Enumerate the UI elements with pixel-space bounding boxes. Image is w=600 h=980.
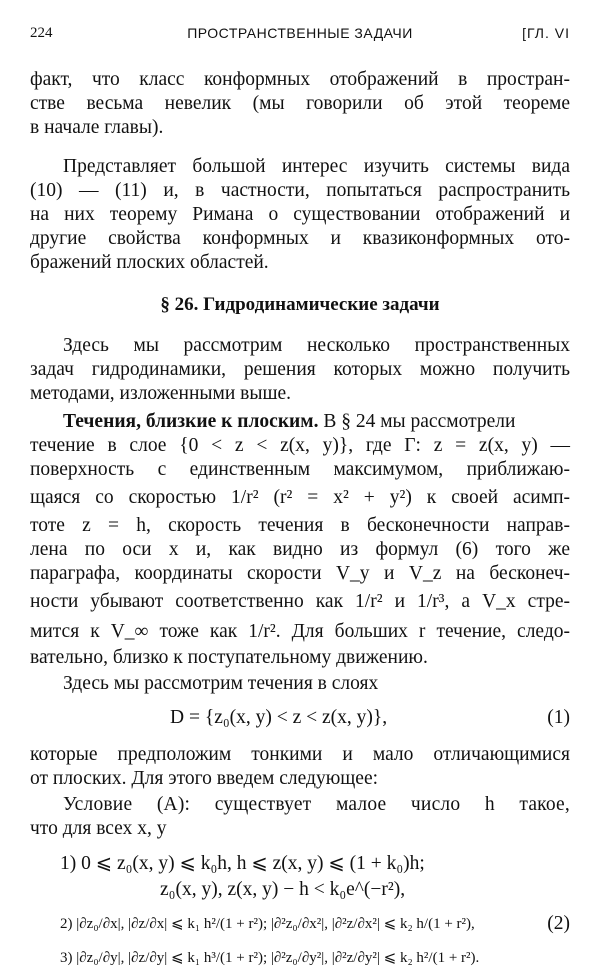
text-line: Условие (А): существует малое число h такое, [63, 794, 570, 815]
text-line: лена по оси x и, как видно из формул (6) того же [30, 539, 570, 560]
text-line: стве весьма невелик (мы говорили об этой теореме [30, 93, 570, 114]
text-line: поверхность с единственным максимумом, приближаю- [30, 459, 570, 480]
text-line: тоте z = h, скорость течения в бесконечности направ- [30, 515, 570, 536]
text-line: ности убывают соответственно как 1/r² и 1/r³, а V_x стре- [30, 591, 570, 612]
equation-number: (2) [547, 913, 570, 934]
equation-body: 1) 0 ⩽ z₀(x, y) ⩽ k₀h, h ⩽ z(x, y) ⩽ (1 + k₀)h; [60, 853, 425, 874]
text-line: бражений плоских областей. [30, 252, 269, 273]
text-line: мится к V_∞ тоже как 1/r². Для больших r течение, следо- [30, 621, 570, 642]
condition-1 [30, 852, 570, 878]
text-line: Здесь мы рассмотрим течения в слоях [63, 673, 379, 694]
page-number: 224 [30, 25, 53, 41]
run-in-heading: Течения, близкие к плоским. [63, 411, 319, 432]
text-line: которые предположим тонкими и мало отличающимися [30, 744, 570, 765]
text-line: от плоских. Для этого введем следующее: [30, 768, 379, 789]
text-line: Здесь мы рассмотрим несколько пространственных [63, 335, 570, 356]
text-line: (10) — (11) и, в частности, попытаться распространить [30, 180, 570, 201]
text-line: задач гидродинамики, решения которых можно получить [30, 359, 570, 380]
equation-1 [30, 706, 570, 732]
condition-1-cont [30, 878, 570, 904]
text-line: щаяся со скоростью 1/r² (r² = x² + y²) к своей асимп- [30, 487, 570, 508]
text-line: другие свойства конформных и квазиконформных ото- [30, 228, 570, 249]
equation-body: 2) |∂z₀/∂x|, |∂z/∂x| ⩽ k₁ h²/(1 + r²); |∂²z₀/∂x²|, |∂²z/∂x²| ⩽ k₂ h/(1 + r²), [60, 916, 475, 932]
text-line: параграфа, координаты скорости V_y и V_z на бесконеч- [30, 563, 570, 584]
equation-body: z₀(x, y), z(x, y) − h < k₀e^(−r²), [160, 879, 406, 900]
chapter-label: [ГЛ. VI [522, 25, 570, 41]
text-line: Представляет большой интерес изучить системы вида [63, 156, 570, 177]
text-run: В § 24 мы рассмотрели [318, 411, 516, 432]
section-heading: § 26. Гидродинамические задачи [160, 294, 440, 315]
text-line: что для всех x, y [30, 818, 167, 839]
text-line: течение в слое {0 < z < z(x, y)}, где Γ: z = z(x, y) — [30, 435, 570, 456]
text-line: факт, что класс конформных отображений в простран- [30, 69, 570, 90]
text-line: методами, изложенными выше. [30, 383, 292, 404]
condition-2 [30, 912, 570, 938]
condition-3 [30, 946, 570, 972]
running-title: ПРОСТРАНСТВЕННЫЕ ЗАДАЧИ [187, 25, 413, 41]
text-line [30, 410, 570, 434]
equation-number: (1) [547, 707, 570, 728]
equation-body: 3) |∂z₀/∂y|, |∂z/∂y| ⩽ k₁ h³/(1 + r²); |∂²z₀/∂y²|, |∂²z/∂y²| ⩽ k₂ h²/(1 + r²). [60, 950, 480, 966]
page-header [30, 25, 570, 45]
equation-body: D = {z₀(x, y) < z < z(x, y)}, [170, 707, 388, 728]
text-line: вательно, близко к поступательному движению. [30, 647, 428, 668]
text-line: в начале главы). [30, 117, 164, 138]
text-line: на них теорему Римана о существовании отображений и [30, 204, 570, 225]
